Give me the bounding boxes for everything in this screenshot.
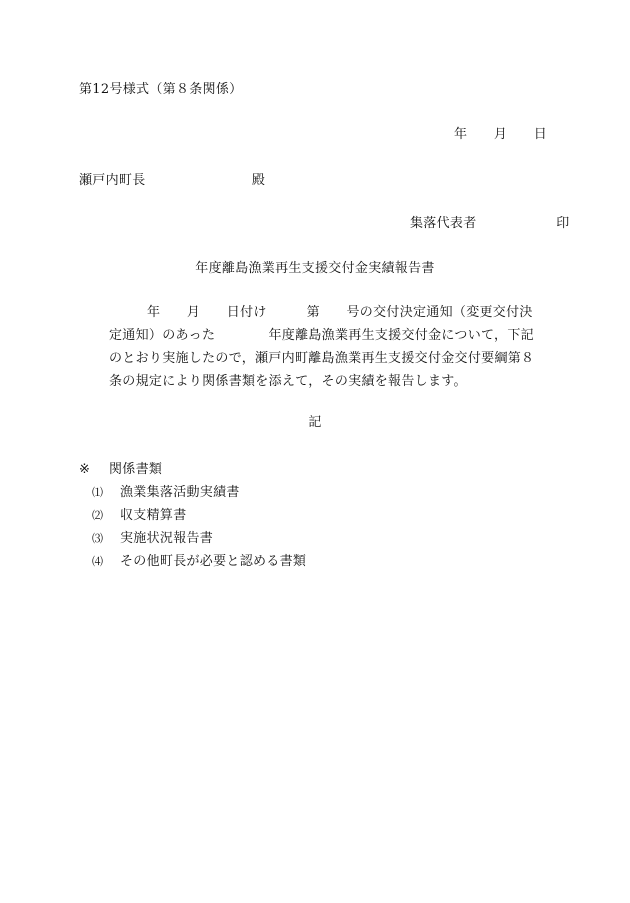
body-line-4: 条の規定により関係書類を添えて，その実績を報告します。: [109, 374, 467, 389]
ki-heading: 記: [308, 415, 322, 430]
attachment-item-4: その他町長が必要と認める書類: [120, 554, 307, 569]
date-line: 年 月 日: [454, 127, 548, 142]
note-mark: ※: [79, 462, 91, 477]
attachment-number-1: ⑴: [92, 486, 104, 499]
form-number: 第12号様式（第８条関係）: [79, 82, 243, 97]
attachment-item-1: 漁業集落活動実績書: [120, 485, 240, 500]
attachment-number-2: ⑵: [92, 509, 104, 522]
body-line-1: 年 月 日付け 第 号の交付決定通知（変更交付決: [147, 305, 533, 320]
reporter-signature: 集落代表者 印: [410, 216, 570, 231]
body-line-2: 定通知）のあった 年度離島漁業再生支援交付金について，下記: [109, 328, 534, 343]
document-title: 年度離島漁業再生支援交付金実績報告書: [195, 261, 435, 276]
body-line-3: のとおり実施したので，瀬戸内町離島漁業再生支援交付金交付要綱第８: [109, 351, 535, 366]
attachment-number-4: ⑷: [92, 555, 104, 568]
addressee: 瀬戸内町長 殿: [79, 173, 266, 188]
attachment-item-2: 収支精算書: [120, 508, 187, 523]
attachment-item-3: 実施状況報告書: [120, 531, 214, 546]
attachment-number-3: ⑶: [92, 532, 104, 545]
attachments-heading: 関係書類: [109, 462, 163, 477]
